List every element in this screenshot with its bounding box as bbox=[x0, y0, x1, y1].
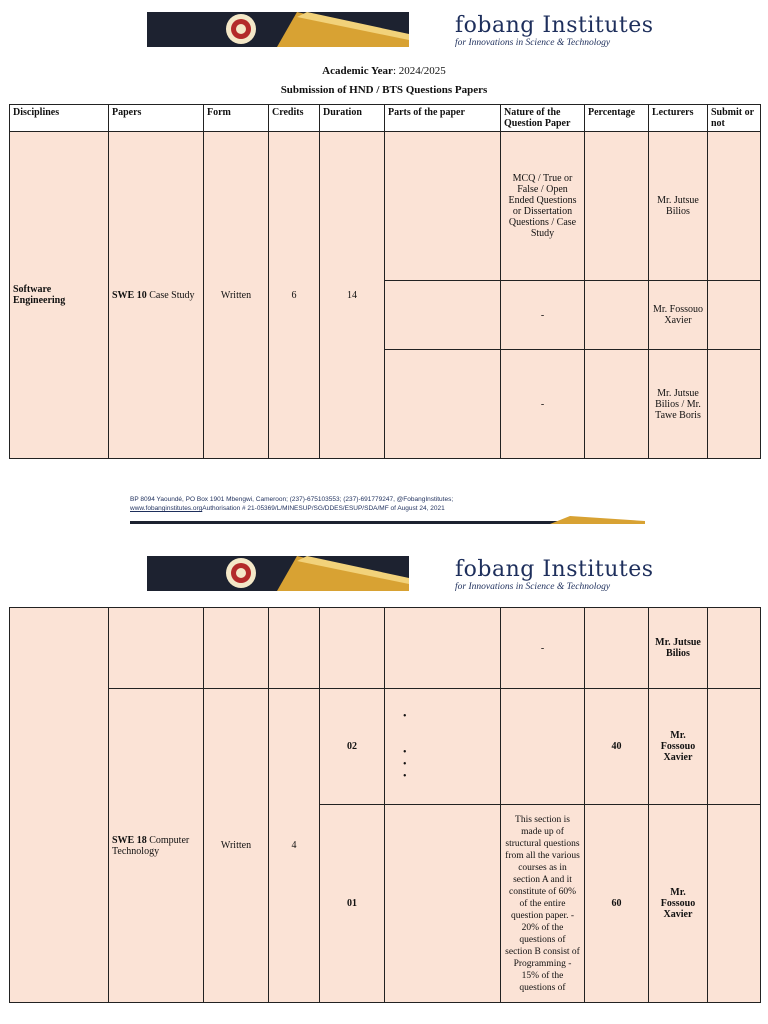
paper-name: Case Study bbox=[149, 289, 195, 301]
col-header: Duration bbox=[320, 105, 385, 132]
percentage-cell bbox=[585, 281, 649, 350]
col-header: Percentage bbox=[585, 105, 649, 132]
duration-cell bbox=[320, 608, 385, 689]
credits-cell bbox=[269, 608, 320, 689]
header-banner bbox=[147, 12, 409, 47]
percentage-cell: 60 bbox=[585, 805, 649, 1003]
submit-cell bbox=[708, 350, 761, 459]
paper-cell bbox=[109, 132, 204, 459]
brand-block bbox=[455, 14, 654, 49]
lecturer-cell: Mr. Fossouo Xavier bbox=[649, 805, 708, 1003]
lecturer-cell: Mr. Fossouo Xavier bbox=[649, 689, 708, 805]
col-header: Nature of the Question Paper bbox=[501, 105, 585, 132]
website-link[interactable]: www.fobanginstitutes.org bbox=[130, 505, 203, 512]
bullet-item: • bbox=[403, 770, 407, 782]
form-cell bbox=[204, 608, 269, 689]
parts-cell bbox=[385, 608, 501, 689]
bullet-item: • bbox=[403, 758, 407, 770]
brand-tagline: for Innovations in Science & Technology bbox=[455, 38, 611, 48]
brand-name: fobang Institutes bbox=[455, 557, 654, 582]
col-header: Papers bbox=[109, 105, 204, 132]
parts-cell bbox=[385, 689, 501, 805]
year-label: Academic Year bbox=[322, 65, 393, 77]
bullet-item: • bbox=[403, 710, 407, 722]
lecturer-cell: Mr. Jutsue Bilios / Mr. Tawe Boris bbox=[649, 350, 708, 459]
lecturer-cell: Mr. Fossouo Xavier bbox=[649, 281, 708, 350]
footer-bar-graphic bbox=[130, 516, 645, 524]
percentage-cell bbox=[585, 132, 649, 281]
table-header-row bbox=[10, 105, 761, 132]
brand-block-page2 bbox=[455, 558, 654, 593]
parts-cell bbox=[385, 132, 501, 281]
submit-cell bbox=[708, 608, 761, 689]
footer-bar bbox=[130, 516, 645, 524]
col-header: Parts of the paper bbox=[385, 105, 501, 132]
parts-cell bbox=[385, 350, 501, 459]
banner-graphic bbox=[147, 556, 409, 591]
col-header: Submit or not bbox=[708, 105, 761, 132]
papers-table-page1 bbox=[9, 104, 761, 459]
parts-cell bbox=[385, 281, 501, 350]
form-cell: Written bbox=[204, 689, 269, 1003]
paper-code: SWE 10 bbox=[112, 289, 147, 301]
papers-table-page2 bbox=[9, 607, 761, 1003]
paper-cell bbox=[109, 689, 204, 1003]
paper-code: SWE 18 bbox=[112, 834, 147, 846]
page-subtitle: Submission of HND / BTS Questions Papers bbox=[280, 84, 488, 96]
col-header: Credits bbox=[269, 105, 320, 132]
bullet-item: • bbox=[403, 746, 407, 758]
authorisation-text: Authorisation # 21-05369/L/MINESUP/SG/DDES/ESUP/SDA/MF of August 24, 2021 bbox=[202, 505, 445, 512]
nature-cell: MCQ / True or False / Open Ended Questions or Dissertation Questions / Case Study bbox=[501, 132, 585, 281]
duration-cell: 01 bbox=[320, 805, 385, 1003]
page-footer bbox=[130, 495, 645, 513]
nature-cell bbox=[501, 689, 585, 805]
percentage-cell bbox=[585, 608, 649, 689]
paper-cell bbox=[109, 608, 204, 689]
table-row bbox=[10, 132, 761, 281]
discipline-cell bbox=[10, 608, 109, 1003]
header-banner-page2 bbox=[147, 556, 409, 591]
submit-cell bbox=[708, 132, 761, 281]
footer-authorisation bbox=[130, 504, 645, 513]
paper-name: Computer Technology bbox=[112, 834, 190, 857]
form-cell: Written bbox=[204, 132, 269, 459]
table-row bbox=[10, 608, 761, 689]
year-value: : 2024/2025 bbox=[392, 65, 446, 77]
credits-cell: 6 bbox=[269, 132, 320, 459]
duration-cell: 02 bbox=[320, 689, 385, 805]
nature-cell: - bbox=[501, 281, 585, 350]
footer-address: BP 8094 Yaoundé, PO Box 1901 Mbengwi, Cameroon; (237)-675103553; (237)-691779247, @FobangInstitutes; bbox=[130, 496, 454, 503]
submit-cell bbox=[708, 689, 761, 805]
banner-graphic bbox=[147, 12, 409, 47]
nature-cell: - bbox=[501, 608, 585, 689]
academic-year bbox=[0, 65, 768, 77]
col-header: Form bbox=[204, 105, 269, 132]
nature-cell: This section is made up of structural questions from all the various courses as in section A and it constitute of 60% of the entire question paper. - 20% of the questions of section B consist of Programming - 15% of the questions of bbox=[501, 805, 585, 1003]
submit-cell bbox=[708, 281, 761, 350]
duration-cell: 14 bbox=[320, 132, 385, 459]
lecturer-cell: Mr. Jutsue Bilios bbox=[649, 608, 708, 689]
credits-cell: 4 bbox=[269, 689, 320, 1003]
percentage-cell bbox=[585, 350, 649, 459]
brand-tagline: for Innovations in Science & Technology bbox=[455, 582, 611, 592]
col-header: Disciplines bbox=[10, 105, 109, 132]
parts-cell bbox=[385, 805, 501, 1003]
submit-cell bbox=[708, 805, 761, 1003]
col-header: Lecturers bbox=[649, 105, 708, 132]
percentage-cell: 40 bbox=[585, 689, 649, 805]
lecturer-cell: Mr. Jutsue Bilios bbox=[649, 132, 708, 281]
brand-name: fobang Institutes bbox=[455, 13, 654, 38]
nature-cell: - bbox=[501, 350, 585, 459]
table-row bbox=[10, 689, 761, 805]
discipline-cell: Software Engineering bbox=[10, 132, 109, 459]
